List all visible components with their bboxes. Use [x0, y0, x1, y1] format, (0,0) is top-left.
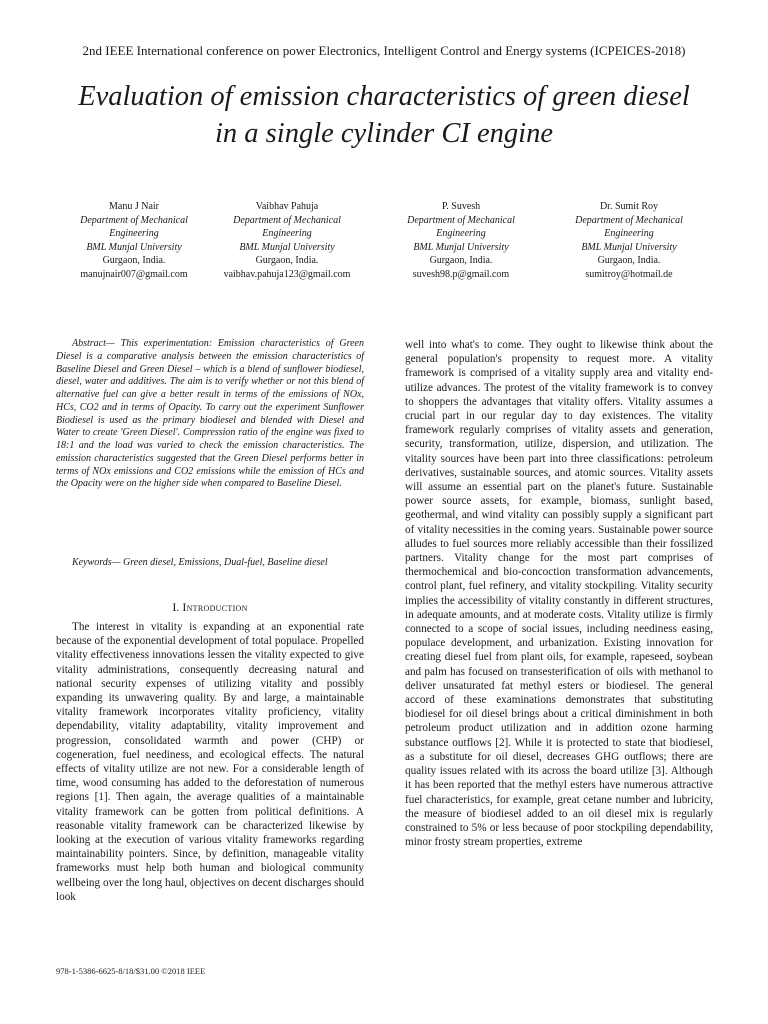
author-university: BML Munjal University — [581, 241, 677, 253]
author-block-2 — [207, 200, 367, 281]
author-department: Department of Mechanical — [80, 214, 188, 226]
intro-paragraph-right: well into what's to come. They ought to likewise think about the general population's propensity to request more. A vitality framework is comprised of a vitality supply area and vitality end-utilize advances. The protest of the vitality framework is to convey to shoppers the advantages that vitality offers. Vitality assumes a crucial part in our regular day to day existences. The vitality framework regularly comprises of vitality assets and generation, security, transformation, utilize, dispersion, and utilization. The vitality sources have been part into three classifications: petroleum derivatives, sustainable sources, and atomic sources. Vitality assets will assume an essential part on the planet's future. Sustainable power source assets, for example, biomass, sunlight based, geothermal, and wind vitality can possibly supply a significant part of vitality necessities in the coming years. Sustainable power source alludes to fuel sources more reliably accessible than their fossilized partners. Vitality change for the most part comprises of thermochemical and bio-concoction transformation advancements, control plant, fuel refinery, and vitality stockpiling. Vitality security implies the accessibility of vitality constantly in different structures, in adequate amounts, and at moderate costs. Vitality utilize is firmly connected to a scope of social issues, including neediness easing, populace development, and urbanization. Existing innovation for creating diesel fuel from plant oils, for example, rapeseed, soybean and palm has focused on transesterification of oils with methanol to deliver unsaturated fat methyl esters or biodiesel. The general accord of these examinations demonstrates that substituting biodiesel for oil diesel brings about a critical diminishment in both petroleum product utilization and in addition ozone harming substance outflows [2]. While it is protected to state that biodiesel, as a substitute for oil diesel, decreases GHG outflows; there are quality issues related with its across the board utilize [3]. Although it has been reported that the methyl esters have numerous attractive fuel characteristics, for example, great cetane number and lubricity, the measure of biodiesel added to an oil diesel mix is regularly constrained to 5% or less because of poor stockpiling dependability, minor frosty stream properties, extreme — [405, 339, 713, 849]
author-department: Department of Mechanical — [575, 214, 683, 226]
abstract: Abstract— This experimentation: Emission characteristics of Green Diesel is a comparative analysis between the emission characteristics of Baseline Diesel and Green Diesel – which is a blend of sunflower biodiesel, diesel, water and additives. The aim is to verify whether or not this blend of alternative fuel can give a better result in terms of the emissions of NOx, HCs, CO2 and in terms of Opacity. To carry out the experiment Sunflower Biodiesel is used as the primary biodiesel and blended with Diesel and Water to create 'Green Diesel'. Compression ratio of the engine was fixed to 18:1 and the load was varied to check the emission characteristics. The emission characteristics suggested that the Green Diesel performs better in terms of NOx emissions and CO2 emissions while the emission of HCs and the Opacity were on the higher side when compared to Baseline Diesel. — [56, 338, 364, 490]
author-email: manujnair007@gmail.com — [80, 268, 188, 280]
author-department-line2: Engineering — [436, 228, 486, 239]
author-department-line2: Engineering — [109, 228, 159, 239]
paper-title — [20, 78, 748, 152]
author-university: BML Munjal University — [86, 241, 182, 253]
keywords: Keywords— Green diesel, Emissions, Dual-fuel, Baseline diesel — [72, 557, 328, 568]
section-title: Introduction — [182, 600, 248, 614]
author-university: BML Munjal University — [239, 241, 335, 253]
author-name: P. Suvesh — [441, 201, 481, 212]
author-block-3 — [381, 200, 541, 281]
author-block-4 — [549, 200, 709, 281]
author-department: Department of Mechanical — [233, 214, 341, 226]
author-email: vaibhav.pahuja123@gmail.com — [223, 268, 351, 280]
author-city: Gurgaon, India. — [597, 255, 661, 266]
author-city: Gurgaon, India. — [255, 255, 319, 266]
intro-paragraph-left: The interest in vitality is expanding at an exponential rate because of the exponential development of total populace. Propelled vitality effectiveness innovations lessen the vitality expected to give vitality administrations, consequently decreasing natural and national security expenses of utilizing vitality and possibly expanding its unwavering quality. By and large, a maintainable vitality framework incorporates vitality proficiency, vitality dependability, vitality adaptability, vitality improvement and progression, consolidated warmth and power (CHP) or cogeneration, fuel neediness, and ecological effects. The natural effects of vitality utilize are not new. For a considerable length of time, wood consuming has added to the deforestation of numerous regions [1]. Then again, the average qualities of a maintainable vitality framework can be gotten from political definitions. A reasonable vitality framework can be characterized likewise by looking at the execution of various vitality frameworks regarding maintainability pointers. Since, by definition, manageable vitality frameworks must help both human and biological community wellbeing over the long haul, objectives on decent discharges should look — [56, 621, 364, 903]
author-name: Manu J Nair — [109, 201, 159, 212]
author-name: Vaibhav Pahuja — [255, 201, 319, 212]
author-email: suvesh98.p@gmail.com — [412, 268, 510, 280]
author-department-line2: Engineering — [604, 228, 654, 239]
section-heading — [56, 600, 364, 615]
conference-header: 2nd IEEE International conference on power Electronics, Intelligent Control and Energy systems (ICPEICES-2018) — [82, 43, 686, 58]
title-line-2: in a single cylinder CI engine — [215, 118, 553, 149]
copyright-footer: 978-1-5386-6625-8/18/$31.00 ©2018 IEEE — [56, 966, 206, 976]
author-block-1 — [54, 200, 214, 281]
author-name: Dr. Sumit Roy — [599, 201, 659, 212]
author-email: sumitroy@hotmail.de — [585, 268, 673, 280]
section-number: I. — [172, 600, 180, 614]
author-department: Department of Mechanical — [407, 214, 515, 226]
author-department-line2: Engineering — [262, 228, 312, 239]
author-city: Gurgaon, India. — [429, 255, 493, 266]
title-line-1: Evaluation of emission characteristics of green diesel — [78, 81, 690, 112]
author-university: BML Munjal University — [413, 241, 509, 253]
author-city: Gurgaon, India. — [102, 255, 166, 266]
